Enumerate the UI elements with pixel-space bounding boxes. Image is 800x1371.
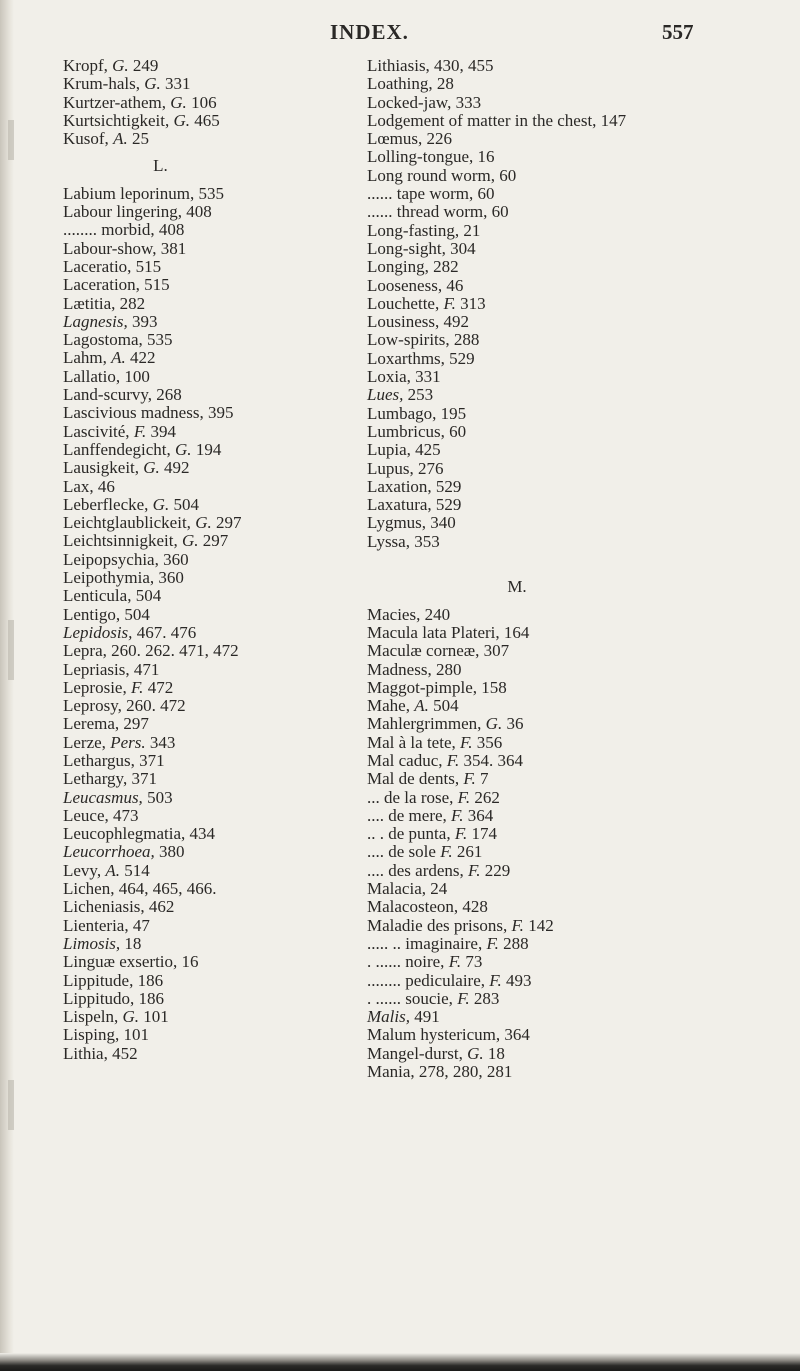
entry-page-ref: 514 xyxy=(119,860,150,880)
entry-text: Land-scurvy, 268 xyxy=(63,385,182,405)
index-entry xyxy=(63,1045,363,1063)
entry-text: Kropf, xyxy=(63,56,113,75)
entry-text: Long round worm, 60 xyxy=(367,165,517,185)
index-entry xyxy=(367,898,747,916)
entry-text: Laxatura, 529 xyxy=(367,495,462,515)
entry-italic: F. xyxy=(489,970,502,990)
index-entry xyxy=(63,1026,363,1044)
page-number: 557 xyxy=(662,20,694,44)
entry-text: Labour lingering, 408 xyxy=(63,202,212,222)
index-entry xyxy=(63,990,363,1008)
entry-italic: G. xyxy=(181,531,199,551)
entry-text: Leichtsinnigkeit, xyxy=(63,531,182,551)
entry-italic: G. xyxy=(143,458,160,478)
entry-text: ..... .. imaginaire, xyxy=(367,933,487,953)
entry-text: Levy, xyxy=(63,860,106,880)
index-entry xyxy=(63,368,363,386)
entry-text: ...... thread worm, 60 xyxy=(367,202,509,222)
entry-text: .... des ardens, xyxy=(367,860,469,880)
entry-italic: F. xyxy=(463,769,476,789)
entry-italic: F. xyxy=(443,293,456,313)
blank-line xyxy=(367,551,747,569)
entry-text: Mal de dents, xyxy=(367,769,464,789)
index-entry xyxy=(367,752,747,770)
entry-italic: F. xyxy=(133,421,147,441)
entry-text: Linguæ exsertio, 16 xyxy=(63,952,199,972)
entry-italic: Lagnesis, xyxy=(63,311,128,331)
page-binding-shadow xyxy=(0,0,14,1371)
section-letter: L. xyxy=(153,156,168,176)
entry-page-ref: 142 xyxy=(523,915,554,935)
entry-text: Malum hystericum, 364 xyxy=(367,1025,530,1045)
index-entry xyxy=(63,770,363,788)
entry-text: Lascivité, xyxy=(63,421,134,441)
index-entry xyxy=(367,880,747,898)
entry-page-ref: 262 xyxy=(470,787,500,807)
entry-text: Lerema, 297 xyxy=(63,714,149,734)
entry-text: Lahm, xyxy=(63,348,112,368)
index-entry xyxy=(63,349,363,367)
entry-page-ref: 354. 364 xyxy=(459,750,523,770)
index-entry xyxy=(367,862,747,880)
index-entry xyxy=(63,57,363,75)
entry-text: Mal à la tete, xyxy=(367,732,460,752)
entry-italic: G. xyxy=(175,439,192,459)
index-entry xyxy=(63,313,363,331)
entry-text: Labium leporinum, 535 xyxy=(63,183,225,203)
entry-text: . ...... soucie, xyxy=(367,988,458,1008)
index-entry xyxy=(63,972,363,990)
index-entry xyxy=(367,258,747,276)
entry-text: Loxia, 331 xyxy=(367,367,441,387)
entry-text: ... de la rose, xyxy=(367,787,458,807)
entry-text: Laxation, 529 xyxy=(367,476,462,496)
entry-text: Mal caduc, xyxy=(367,750,447,770)
entry-italic: G. xyxy=(467,1043,484,1063)
entry-italic: F. xyxy=(486,933,499,953)
index-entry xyxy=(63,734,363,752)
index-entry xyxy=(367,697,747,715)
entry-text: Mahlergrimmen, xyxy=(367,714,486,734)
entry-italic: A. xyxy=(113,129,128,149)
index-entry xyxy=(63,917,363,935)
entry-page-ref: 313 xyxy=(455,293,486,313)
entry-italic: F. xyxy=(446,750,460,770)
entry-text: Maggot-pimple, 158 xyxy=(367,677,507,697)
index-entry xyxy=(367,606,747,624)
entry-text: Loathing, 28 xyxy=(367,74,454,94)
entry-page-ref: 288 xyxy=(498,933,529,953)
entry-italic: Leucorrhoea, xyxy=(63,842,155,862)
index-entry xyxy=(367,368,747,386)
entry-text: Lethargy, 371 xyxy=(63,769,157,789)
entry-italic: F. xyxy=(451,805,464,825)
entry-text: Laceration, 515 xyxy=(63,275,170,295)
entry-page-ref: 101 xyxy=(139,1007,169,1027)
index-entry xyxy=(367,1008,747,1026)
index-entry xyxy=(63,276,363,294)
entry-italic: Lues, xyxy=(367,385,404,405)
index-entry xyxy=(63,935,363,953)
index-entry xyxy=(63,661,363,679)
index-entry xyxy=(367,185,747,203)
entry-text: Macies, 240 xyxy=(367,604,451,624)
entry-page-ref: 174 xyxy=(467,824,498,844)
entry-text: Leipothymia, 360 xyxy=(63,568,184,588)
index-entry xyxy=(63,807,363,825)
index-entry xyxy=(367,75,747,93)
index-entry xyxy=(367,57,747,75)
entry-italic: G. xyxy=(485,714,503,734)
entry-page-ref: 18 xyxy=(120,933,142,953)
index-entry xyxy=(367,167,747,185)
entry-text: Lepriasis, 471 xyxy=(63,659,160,679)
entry-page-ref: 356 xyxy=(472,732,503,752)
entry-text: Long-sight, 304 xyxy=(367,238,476,258)
index-entry xyxy=(367,331,747,349)
index-entry xyxy=(63,386,363,404)
entry-italic: F. xyxy=(448,952,462,972)
entry-italic: Leucasmus, xyxy=(63,787,143,807)
entry-text: Lichen, 464, 465, 466. xyxy=(63,879,217,899)
index-entry xyxy=(367,661,747,679)
index-entry xyxy=(63,459,363,477)
entry-page-ref: 7 xyxy=(475,769,489,789)
entry-text: Leipopsychia, 360 xyxy=(63,549,189,569)
index-entry xyxy=(63,496,363,514)
entry-page-ref: 343 xyxy=(145,732,176,752)
index-entry xyxy=(63,880,363,898)
entry-text: ...... tape worm, 60 xyxy=(367,184,495,204)
entry-text: Lausigkeit, xyxy=(63,458,144,478)
entry-text: Lippitude, 186 xyxy=(63,970,164,990)
index-entry xyxy=(63,642,363,660)
index-entry xyxy=(367,770,747,788)
index-entry xyxy=(63,551,363,569)
index-entry xyxy=(367,496,747,514)
index-entry xyxy=(367,807,747,825)
index-entry xyxy=(63,532,363,550)
entry-italic: G. xyxy=(144,74,161,94)
entry-text: Kurtsichtigkeit, xyxy=(63,110,174,130)
index-column-left xyxy=(63,57,363,1063)
index-entry xyxy=(367,917,747,935)
entry-text: Lenticula, 504 xyxy=(63,586,162,606)
entry-italic: Limosis, xyxy=(63,933,121,953)
entry-text: Lippitudo, 186 xyxy=(63,988,165,1008)
entry-text: Leuce, 473 xyxy=(63,805,139,825)
entry-text: Licheniasis, 462 xyxy=(63,897,175,917)
entry-text: Mangel-durst, xyxy=(367,1043,468,1063)
index-entry xyxy=(367,240,747,258)
entry-text: Kurtzer-athem, xyxy=(63,92,171,112)
entry-italic: Malis, xyxy=(367,1007,410,1027)
entry-text: Leucophlegmatia, 434 xyxy=(63,824,216,844)
index-entry xyxy=(367,843,747,861)
binding-smudge xyxy=(8,620,14,680)
entry-text: Lagostoma, 535 xyxy=(63,330,173,350)
index-column-right xyxy=(367,57,747,1081)
index-entry xyxy=(63,953,363,971)
entry-text: Malacia, 24 xyxy=(367,879,448,899)
entry-page-ref: 472 xyxy=(143,677,174,697)
entry-page-ref: 194 xyxy=(191,439,222,459)
entry-text: Longing, 282 xyxy=(367,257,459,277)
index-entry xyxy=(63,112,363,130)
index-entry xyxy=(63,843,363,861)
index-entry xyxy=(63,478,363,496)
entry-text: Leberflecke, xyxy=(63,494,153,514)
index-entry xyxy=(63,825,363,843)
entry-text: Lœmus, 226 xyxy=(367,129,452,149)
index-entry xyxy=(63,130,363,148)
entry-page-ref: 503 xyxy=(142,787,173,807)
entry-text: Lodgement of matter in the chest, 147 xyxy=(367,110,627,130)
index-entry xyxy=(63,752,363,770)
index-entry xyxy=(63,221,363,239)
index-entry xyxy=(367,277,747,295)
entry-page-ref: 465 xyxy=(190,110,220,130)
index-entry xyxy=(63,1008,363,1026)
index-entry xyxy=(367,460,747,478)
index-entry xyxy=(63,514,363,532)
index-entry xyxy=(367,533,747,551)
entry-text: ........ pediculaire, xyxy=(367,970,490,990)
entry-page-ref: 394 xyxy=(146,421,177,441)
entry-page-ref: 297 xyxy=(198,531,229,551)
index-entry xyxy=(367,222,747,240)
index-entry xyxy=(367,734,747,752)
entry-italic: A. xyxy=(414,696,429,716)
entry-italic: Pers. xyxy=(110,732,146,752)
entry-text: Lithiasis, 430, 455 xyxy=(367,56,494,75)
entry-text: Maladie des prisons, xyxy=(367,915,512,935)
index-entry xyxy=(63,423,363,441)
index-entry xyxy=(63,898,363,916)
entry-text: Lerze, xyxy=(63,732,111,752)
index-entry xyxy=(367,313,747,331)
entry-text: Lousiness, 492 xyxy=(367,312,469,332)
entry-italic: G. xyxy=(152,494,170,514)
entry-text: Leprosie, xyxy=(63,677,131,697)
entry-page-ref: 261 xyxy=(452,842,483,862)
entry-page-ref: 331 xyxy=(160,74,191,94)
entry-text: Lallatio, 100 xyxy=(63,366,150,386)
entry-text: Malacosteon, 428 xyxy=(367,897,488,917)
entry-page-ref: 297 xyxy=(211,513,242,533)
entry-text: Loxarthms, 529 xyxy=(367,348,475,368)
entry-page-ref: 73 xyxy=(461,952,483,972)
entry-text: Mania, 278, 280, 281 xyxy=(367,1062,513,1082)
entry-text: Lumbago, 195 xyxy=(367,403,467,423)
entry-text: Lentigo, 504 xyxy=(63,604,150,624)
entry-page-ref: 25 xyxy=(127,129,149,149)
entry-text: Lithia, 452 xyxy=(63,1043,138,1063)
index-entry xyxy=(367,386,747,404)
index-entry xyxy=(367,1026,747,1044)
entry-text: Leichtglaublickeit, xyxy=(63,513,196,533)
index-entry xyxy=(367,624,747,642)
entry-page-ref: 491 xyxy=(409,1007,440,1027)
index-entry xyxy=(63,569,363,587)
entry-text: Lupus, 276 xyxy=(367,458,444,478)
entry-page-ref: 493 xyxy=(501,970,532,990)
index-entry xyxy=(367,441,747,459)
index-entry xyxy=(367,715,747,733)
entry-page-ref: 283 xyxy=(469,988,500,1008)
entry-text: Mahe, xyxy=(367,696,415,716)
entry-text: Louchette, xyxy=(367,293,444,313)
index-entry xyxy=(63,679,363,697)
index-entry xyxy=(367,679,747,697)
entry-page-ref: 393 xyxy=(127,311,158,331)
index-entry xyxy=(367,148,747,166)
entry-text: Looseness, 46 xyxy=(367,275,464,295)
index-entry xyxy=(367,94,747,112)
entry-text: Maculæ corneæ, 307 xyxy=(367,641,510,661)
entry-italic: Lepidosis, xyxy=(63,622,133,642)
index-entry xyxy=(367,990,747,1008)
index-entry xyxy=(63,240,363,258)
entry-page-ref: 364 xyxy=(463,805,494,825)
entry-text: .... de mere, xyxy=(367,805,452,825)
entry-text: Lispeln, xyxy=(63,1007,123,1027)
entry-italic: A. xyxy=(105,860,120,880)
entry-page-ref: 492 xyxy=(159,458,190,478)
entry-italic: F. xyxy=(460,732,473,752)
entry-text: Lolling-tongue, 16 xyxy=(367,147,495,167)
entry-italic: F. xyxy=(457,787,471,807)
index-entry xyxy=(63,94,363,112)
entry-page-ref: 106 xyxy=(186,92,217,112)
index-entry xyxy=(367,972,747,990)
binding-smudge xyxy=(8,1080,14,1130)
index-entry xyxy=(367,789,747,807)
entry-text: Long-fasting, 21 xyxy=(367,220,481,240)
entry-text: Lumbricus, 60 xyxy=(367,421,467,441)
index-entry xyxy=(367,350,747,368)
entry-italic: F. xyxy=(440,842,453,862)
index-entry xyxy=(367,423,747,441)
entry-italic: F. xyxy=(130,677,144,697)
entry-text: Low-spirits, 288 xyxy=(367,330,480,350)
entry-text: Lethargus, 371 xyxy=(63,750,165,770)
index-entry xyxy=(63,404,363,422)
index-entry xyxy=(367,1045,747,1063)
entry-italic: G. xyxy=(195,513,212,533)
entry-text: Madness, 280 xyxy=(367,659,462,679)
entry-italic: G. xyxy=(122,1007,140,1027)
entry-page-ref: 253 xyxy=(403,385,434,405)
entry-italic: A. xyxy=(111,348,126,368)
entry-text: Laceratio, 515 xyxy=(63,256,162,276)
entry-text: Macula lata Plateri, 164 xyxy=(367,622,530,642)
entry-text: Lax, 46 xyxy=(63,476,115,496)
entry-text: Lætitia, 282 xyxy=(63,293,146,313)
entry-text: . ...... noire, xyxy=(367,952,449,972)
index-entry xyxy=(367,1063,747,1081)
index-entry xyxy=(63,862,363,880)
entry-text: Lygmus, 340 xyxy=(367,513,456,533)
index-entry xyxy=(63,203,363,221)
entry-page-ref: 504 xyxy=(428,696,459,716)
index-entry xyxy=(63,258,363,276)
index-entry xyxy=(63,606,363,624)
entry-page-ref: 380 xyxy=(154,842,185,862)
index-entry xyxy=(367,130,747,148)
entry-italic: F. xyxy=(468,860,481,880)
entry-page-ref: 249 xyxy=(128,56,159,75)
entry-text: Krum-hals, xyxy=(63,74,145,94)
index-entry xyxy=(367,514,747,532)
entry-text: Lanffendegicht, xyxy=(63,439,176,459)
entry-italic: G. xyxy=(112,56,129,75)
page-title: INDEX. xyxy=(330,20,409,44)
entry-page-ref: 18 xyxy=(483,1043,505,1063)
entry-text: ........ morbid, 408 xyxy=(63,220,185,240)
index-entry xyxy=(63,441,363,459)
entry-text: Kusof, xyxy=(63,129,114,149)
entry-italic: G. xyxy=(173,110,191,130)
entry-text: Lisping, 101 xyxy=(63,1025,149,1045)
index-entry xyxy=(63,587,363,605)
entry-page-ref: 36 xyxy=(502,714,524,734)
index-entry xyxy=(367,642,747,660)
entry-text: Lepra, 260. 262. 471, 472 xyxy=(63,641,239,661)
entry-text: .. . de punta, xyxy=(367,824,455,844)
entry-text: Lascivious madness, 395 xyxy=(63,403,234,423)
index-entry xyxy=(63,75,363,93)
entry-italic: F. xyxy=(511,915,524,935)
index-entry xyxy=(367,295,747,313)
entry-text: Labour-show, 381 xyxy=(63,238,187,258)
index-entry xyxy=(63,295,363,313)
section-letter: M. xyxy=(507,577,527,597)
index-entry xyxy=(63,624,363,642)
index-entry xyxy=(367,953,747,971)
index-entry xyxy=(63,331,363,349)
binding-smudge xyxy=(8,120,14,160)
index-entry xyxy=(367,935,747,953)
index-entry xyxy=(63,715,363,733)
entry-text: .... de sole xyxy=(367,842,441,862)
index-entry xyxy=(63,185,363,203)
entry-text: Lupia, 425 xyxy=(367,440,441,460)
entry-text: Lyssa, 353 xyxy=(367,531,440,551)
index-entry xyxy=(63,789,363,807)
page-header xyxy=(0,20,800,48)
entry-text: Leprosy, 260. 472 xyxy=(63,696,186,716)
index-entry xyxy=(367,478,747,496)
entry-italic: G. xyxy=(170,92,187,112)
entry-page-ref: 229 xyxy=(480,860,511,880)
index-entry xyxy=(367,825,747,843)
index-entry xyxy=(63,697,363,715)
index-entry xyxy=(367,405,747,423)
entry-italic: F. xyxy=(457,988,470,1008)
entry-page-ref: 422 xyxy=(125,348,156,368)
index-entry xyxy=(367,203,747,221)
entry-page-ref: 467. 476 xyxy=(132,622,197,642)
entry-page-ref: 504 xyxy=(169,494,199,514)
entry-text: Locked-jaw, 333 xyxy=(367,92,482,112)
page-bottom-edge xyxy=(0,1353,800,1371)
entry-italic: F. xyxy=(454,824,468,844)
entry-text: Lienteria, 47 xyxy=(63,915,150,935)
index-entry xyxy=(367,112,747,130)
